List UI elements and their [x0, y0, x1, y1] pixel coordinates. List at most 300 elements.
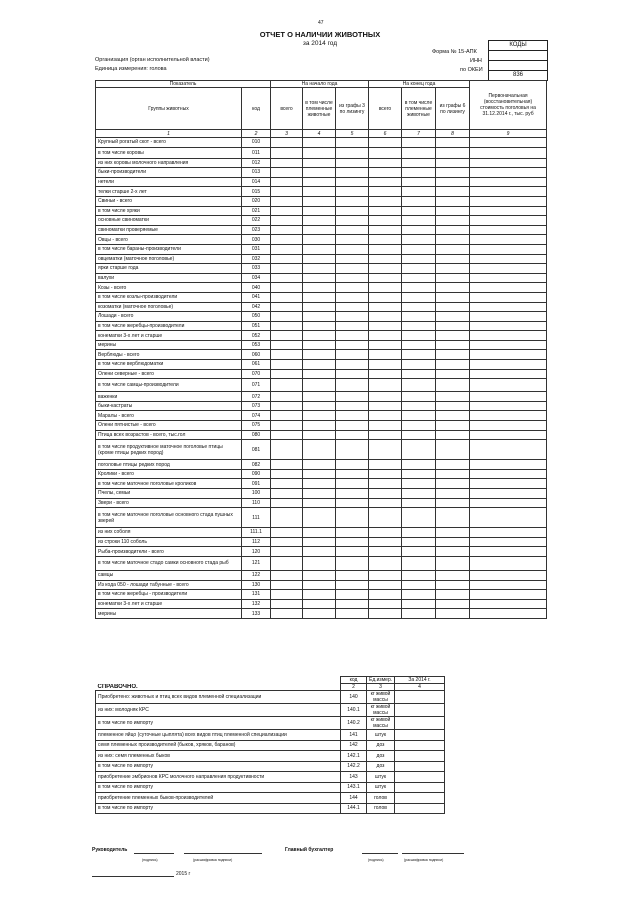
value-cell[interactable]	[470, 421, 547, 431]
value-cell[interactable]	[470, 401, 547, 411]
value-cell[interactable]	[436, 158, 470, 168]
value-cell[interactable]	[470, 147, 547, 158]
value-cell[interactable]	[369, 302, 402, 312]
value-cell[interactable]	[303, 392, 336, 402]
value-cell[interactable]	[470, 321, 547, 331]
value-cell[interactable]	[436, 196, 470, 206]
value-cell[interactable]	[402, 216, 436, 226]
value-cell[interactable]	[369, 469, 402, 479]
value-cell[interactable]	[436, 312, 470, 322]
value-cell[interactable]	[470, 590, 547, 600]
value-cell[interactable]	[271, 360, 303, 370]
value-cell[interactable]	[369, 460, 402, 470]
value-cell[interactable]	[436, 580, 470, 590]
value-cell[interactable]	[436, 440, 470, 460]
value-cell[interactable]	[303, 350, 336, 360]
value-cell[interactable]	[470, 460, 547, 470]
value-cell[interactable]	[436, 283, 470, 293]
value-cell[interactable]	[369, 340, 402, 350]
value-cell[interactable]	[369, 235, 402, 245]
value-cell[interactable]	[402, 599, 436, 609]
value-cell[interactable]	[402, 138, 436, 148]
value-cell[interactable]	[303, 331, 336, 341]
value-cell[interactable]	[271, 196, 303, 206]
reference-value-cell[interactable]	[395, 782, 445, 793]
value-cell[interactable]	[336, 254, 369, 264]
value-cell[interactable]	[470, 508, 547, 528]
value-cell[interactable]	[402, 273, 436, 283]
value-cell[interactable]	[369, 138, 402, 148]
value-cell[interactable]	[303, 360, 336, 370]
value-cell[interactable]	[271, 570, 303, 580]
value-cell[interactable]	[402, 168, 436, 178]
value-cell[interactable]	[303, 421, 336, 431]
reference-value-cell[interactable]	[395, 740, 445, 751]
reference-value-cell[interactable]	[395, 691, 445, 704]
value-cell[interactable]	[303, 498, 336, 508]
value-cell[interactable]	[336, 609, 369, 619]
value-cell[interactable]	[303, 216, 336, 226]
reference-value-cell[interactable]	[395, 803, 445, 814]
value-cell[interactable]	[402, 187, 436, 197]
value-cell[interactable]	[402, 292, 436, 302]
reference-value-cell[interactable]	[395, 761, 445, 772]
value-cell[interactable]	[336, 264, 369, 274]
value-cell[interactable]	[271, 430, 303, 440]
value-cell[interactable]	[470, 537, 547, 547]
value-cell[interactable]	[303, 469, 336, 479]
value-cell[interactable]	[436, 392, 470, 402]
value-cell[interactable]	[402, 498, 436, 508]
value-cell[interactable]	[470, 206, 547, 216]
value-cell[interactable]	[271, 498, 303, 508]
value-cell[interactable]	[271, 469, 303, 479]
value-cell[interactable]	[402, 440, 436, 460]
value-cell[interactable]	[369, 168, 402, 178]
value-cell[interactable]	[470, 235, 547, 245]
value-cell[interactable]	[470, 440, 547, 460]
value-cell[interactable]	[402, 254, 436, 264]
value-cell[interactable]	[336, 489, 369, 499]
value-cell[interactable]	[336, 138, 369, 148]
value-cell[interactable]	[436, 556, 470, 570]
value-cell[interactable]	[470, 580, 547, 590]
value-cell[interactable]	[336, 206, 369, 216]
value-cell[interactable]	[369, 392, 402, 402]
value-cell[interactable]	[369, 430, 402, 440]
reference-value-cell[interactable]	[395, 704, 445, 717]
value-cell[interactable]	[303, 556, 336, 570]
value-cell[interactable]	[470, 225, 547, 235]
value-cell[interactable]	[402, 430, 436, 440]
value-cell[interactable]	[436, 537, 470, 547]
value-cell[interactable]	[271, 244, 303, 254]
value-cell[interactable]	[303, 508, 336, 528]
value-cell[interactable]	[402, 206, 436, 216]
value-cell[interactable]	[336, 537, 369, 547]
value-cell[interactable]	[336, 187, 369, 197]
value-cell[interactable]	[271, 599, 303, 609]
value-cell[interactable]	[271, 187, 303, 197]
value-cell[interactable]	[470, 360, 547, 370]
value-cell[interactable]	[336, 570, 369, 580]
value-cell[interactable]	[271, 321, 303, 331]
value-cell[interactable]	[336, 556, 369, 570]
value-cell[interactable]	[470, 489, 547, 499]
value-cell[interactable]	[336, 379, 369, 392]
value-cell[interactable]	[336, 401, 369, 411]
value-cell[interactable]	[303, 528, 336, 538]
value-cell[interactable]	[436, 609, 470, 619]
value-cell[interactable]	[402, 283, 436, 293]
value-cell[interactable]	[303, 138, 336, 148]
value-cell[interactable]	[336, 158, 369, 168]
value-cell[interactable]	[402, 147, 436, 158]
value-cell[interactable]	[369, 580, 402, 590]
value-cell[interactable]	[271, 283, 303, 293]
value-cell[interactable]	[436, 206, 470, 216]
value-cell[interactable]	[303, 187, 336, 197]
value-cell[interactable]	[470, 411, 547, 421]
value-cell[interactable]	[271, 489, 303, 499]
value-cell[interactable]	[271, 302, 303, 312]
value-cell[interactable]	[303, 235, 336, 245]
value-cell[interactable]	[336, 147, 369, 158]
value-cell[interactable]	[436, 331, 470, 341]
value-cell[interactable]	[369, 206, 402, 216]
value-cell[interactable]	[369, 264, 402, 274]
value-cell[interactable]	[436, 254, 470, 264]
value-cell[interactable]	[436, 570, 470, 580]
value-cell[interactable]	[271, 264, 303, 274]
value-cell[interactable]	[271, 421, 303, 431]
value-cell[interactable]	[303, 489, 336, 499]
value-cell[interactable]	[402, 302, 436, 312]
value-cell[interactable]	[436, 138, 470, 148]
value-cell[interactable]	[336, 235, 369, 245]
value-cell[interactable]	[470, 254, 547, 264]
value-cell[interactable]	[436, 489, 470, 499]
value-cell[interactable]	[402, 225, 436, 235]
value-cell[interactable]	[436, 528, 470, 538]
value-cell[interactable]	[470, 392, 547, 402]
value-cell[interactable]	[402, 196, 436, 206]
value-cell[interactable]	[369, 292, 402, 302]
value-cell[interactable]	[369, 187, 402, 197]
value-cell[interactable]	[436, 498, 470, 508]
value-cell[interactable]	[336, 479, 369, 489]
value-cell[interactable]	[470, 528, 547, 538]
value-cell[interactable]	[402, 460, 436, 470]
value-cell[interactable]	[470, 177, 547, 187]
value-cell[interactable]	[470, 469, 547, 479]
value-cell[interactable]	[303, 609, 336, 619]
value-cell[interactable]	[336, 469, 369, 479]
value-cell[interactable]	[369, 369, 402, 379]
value-cell[interactable]	[271, 225, 303, 235]
value-cell[interactable]	[303, 283, 336, 293]
value-cell[interactable]	[402, 360, 436, 370]
value-cell[interactable]	[303, 401, 336, 411]
value-cell[interactable]	[436, 369, 470, 379]
value-cell[interactable]	[271, 216, 303, 226]
value-cell[interactable]	[470, 138, 547, 148]
value-cell[interactable]	[271, 556, 303, 570]
value-cell[interactable]	[369, 196, 402, 206]
value-cell[interactable]	[436, 350, 470, 360]
value-cell[interactable]	[271, 331, 303, 341]
value-cell[interactable]	[470, 196, 547, 206]
value-cell[interactable]	[271, 580, 303, 590]
value-cell[interactable]	[402, 537, 436, 547]
value-cell[interactable]	[336, 216, 369, 226]
value-cell[interactable]	[369, 147, 402, 158]
reference-value-cell[interactable]	[395, 730, 445, 741]
value-cell[interactable]	[470, 187, 547, 197]
value-cell[interactable]	[271, 235, 303, 245]
value-cell[interactable]	[336, 440, 369, 460]
value-cell[interactable]	[271, 440, 303, 460]
value-cell[interactable]	[436, 421, 470, 431]
value-cell[interactable]	[271, 537, 303, 547]
value-cell[interactable]	[402, 350, 436, 360]
value-cell[interactable]	[436, 321, 470, 331]
value-cell[interactable]	[369, 216, 402, 226]
value-cell[interactable]	[369, 273, 402, 283]
value-cell[interactable]	[402, 312, 436, 322]
value-cell[interactable]	[369, 350, 402, 360]
value-cell[interactable]	[470, 369, 547, 379]
value-cell[interactable]	[402, 479, 436, 489]
value-cell[interactable]	[271, 158, 303, 168]
value-cell[interactable]	[436, 430, 470, 440]
value-cell[interactable]	[369, 479, 402, 489]
value-cell[interactable]	[369, 547, 402, 557]
value-cell[interactable]	[436, 411, 470, 421]
value-cell[interactable]	[470, 609, 547, 619]
value-cell[interactable]	[303, 168, 336, 178]
value-cell[interactable]	[436, 599, 470, 609]
value-cell[interactable]	[436, 469, 470, 479]
value-cell[interactable]	[271, 411, 303, 421]
value-cell[interactable]	[336, 244, 369, 254]
value-cell[interactable]	[436, 264, 470, 274]
value-cell[interactable]	[303, 177, 336, 187]
value-cell[interactable]	[436, 216, 470, 226]
value-cell[interactable]	[303, 590, 336, 600]
value-cell[interactable]	[369, 508, 402, 528]
value-cell[interactable]	[303, 369, 336, 379]
value-cell[interactable]	[402, 158, 436, 168]
value-cell[interactable]	[303, 264, 336, 274]
value-cell[interactable]	[402, 392, 436, 402]
value-cell[interactable]	[470, 379, 547, 392]
value-cell[interactable]	[303, 411, 336, 421]
value-cell[interactable]	[470, 556, 547, 570]
value-cell[interactable]	[369, 158, 402, 168]
value-cell[interactable]	[470, 331, 547, 341]
value-cell[interactable]	[336, 283, 369, 293]
value-cell[interactable]	[303, 340, 336, 350]
value-cell[interactable]	[271, 273, 303, 283]
value-cell[interactable]	[271, 147, 303, 158]
value-cell[interactable]	[436, 187, 470, 197]
value-cell[interactable]	[336, 508, 369, 528]
value-cell[interactable]	[470, 430, 547, 440]
value-cell[interactable]	[336, 430, 369, 440]
value-cell[interactable]	[402, 235, 436, 245]
value-cell[interactable]	[402, 421, 436, 431]
value-cell[interactable]	[470, 216, 547, 226]
value-cell[interactable]	[336, 273, 369, 283]
value-cell[interactable]	[336, 360, 369, 370]
value-cell[interactable]	[336, 421, 369, 431]
value-cell[interactable]	[436, 292, 470, 302]
value-cell[interactable]	[303, 158, 336, 168]
value-cell[interactable]	[470, 302, 547, 312]
value-cell[interactable]	[303, 321, 336, 331]
value-cell[interactable]	[303, 225, 336, 235]
value-cell[interactable]	[303, 430, 336, 440]
value-cell[interactable]	[336, 196, 369, 206]
value-cell[interactable]	[369, 331, 402, 341]
value-cell[interactable]	[271, 479, 303, 489]
value-cell[interactable]	[336, 547, 369, 557]
value-cell[interactable]	[336, 331, 369, 341]
value-cell[interactable]	[470, 570, 547, 580]
value-cell[interactable]	[271, 292, 303, 302]
value-cell[interactable]	[402, 244, 436, 254]
value-cell[interactable]	[271, 508, 303, 528]
value-cell[interactable]	[336, 460, 369, 470]
value-cell[interactable]	[402, 609, 436, 619]
value-cell[interactable]	[271, 547, 303, 557]
value-cell[interactable]	[336, 528, 369, 538]
value-cell[interactable]	[303, 312, 336, 322]
value-cell[interactable]	[402, 570, 436, 580]
value-cell[interactable]	[436, 479, 470, 489]
value-cell[interactable]	[436, 168, 470, 178]
value-cell[interactable]	[369, 590, 402, 600]
value-cell[interactable]	[436, 235, 470, 245]
value-cell[interactable]	[336, 580, 369, 590]
value-cell[interactable]	[436, 360, 470, 370]
value-cell[interactable]	[402, 401, 436, 411]
value-cell[interactable]	[402, 489, 436, 499]
reference-value-cell[interactable]	[395, 751, 445, 762]
reference-value-cell[interactable]	[395, 793, 445, 804]
value-cell[interactable]	[369, 489, 402, 499]
value-cell[interactable]	[369, 225, 402, 235]
value-cell[interactable]	[369, 379, 402, 392]
value-cell[interactable]	[369, 411, 402, 421]
value-cell[interactable]	[303, 537, 336, 547]
value-cell[interactable]	[470, 273, 547, 283]
value-cell[interactable]	[470, 158, 547, 168]
value-cell[interactable]	[271, 177, 303, 187]
value-cell[interactable]	[402, 590, 436, 600]
value-cell[interactable]	[402, 340, 436, 350]
value-cell[interactable]	[436, 590, 470, 600]
value-cell[interactable]	[336, 369, 369, 379]
value-cell[interactable]	[303, 440, 336, 460]
value-cell[interactable]	[436, 244, 470, 254]
value-cell[interactable]	[369, 609, 402, 619]
value-cell[interactable]	[436, 508, 470, 528]
value-cell[interactable]	[402, 528, 436, 538]
value-cell[interactable]	[470, 283, 547, 293]
value-cell[interactable]	[369, 321, 402, 331]
value-cell[interactable]	[470, 498, 547, 508]
value-cell[interactable]	[271, 392, 303, 402]
value-cell[interactable]	[402, 411, 436, 421]
value-cell[interactable]	[402, 321, 436, 331]
value-cell[interactable]	[336, 302, 369, 312]
value-cell[interactable]	[436, 273, 470, 283]
value-cell[interactable]	[436, 340, 470, 350]
value-cell[interactable]	[271, 401, 303, 411]
value-cell[interactable]	[271, 138, 303, 148]
value-cell[interactable]	[369, 537, 402, 547]
value-cell[interactable]	[436, 379, 470, 392]
value-cell[interactable]	[402, 369, 436, 379]
value-cell[interactable]	[436, 547, 470, 557]
value-cell[interactable]	[303, 479, 336, 489]
value-cell[interactable]	[271, 206, 303, 216]
value-cell[interactable]	[303, 379, 336, 392]
value-cell[interactable]	[336, 350, 369, 360]
value-cell[interactable]	[470, 312, 547, 322]
value-cell[interactable]	[336, 177, 369, 187]
value-cell[interactable]	[369, 440, 402, 460]
value-cell[interactable]	[470, 599, 547, 609]
value-cell[interactable]	[271, 350, 303, 360]
value-cell[interactable]	[369, 421, 402, 431]
value-cell[interactable]	[436, 225, 470, 235]
value-cell[interactable]	[303, 460, 336, 470]
value-cell[interactable]	[470, 547, 547, 557]
value-cell[interactable]	[470, 350, 547, 360]
value-cell[interactable]	[402, 469, 436, 479]
value-cell[interactable]	[336, 312, 369, 322]
value-cell[interactable]	[436, 147, 470, 158]
value-cell[interactable]	[336, 225, 369, 235]
value-cell[interactable]	[402, 264, 436, 274]
value-cell[interactable]	[336, 590, 369, 600]
value-cell[interactable]	[303, 292, 336, 302]
value-cell[interactable]	[402, 580, 436, 590]
value-cell[interactable]	[436, 460, 470, 470]
value-cell[interactable]	[402, 331, 436, 341]
value-cell[interactable]	[369, 177, 402, 187]
value-cell[interactable]	[336, 321, 369, 331]
value-cell[interactable]	[303, 244, 336, 254]
value-cell[interactable]	[402, 556, 436, 570]
value-cell[interactable]	[303, 580, 336, 590]
value-cell[interactable]	[470, 168, 547, 178]
value-cell[interactable]	[303, 206, 336, 216]
reference-value-cell[interactable]	[395, 717, 445, 730]
value-cell[interactable]	[402, 177, 436, 187]
value-cell[interactable]	[303, 254, 336, 264]
value-cell[interactable]	[336, 599, 369, 609]
value-cell[interactable]	[336, 392, 369, 402]
value-cell[interactable]	[369, 599, 402, 609]
value-cell[interactable]	[271, 460, 303, 470]
value-cell[interactable]	[271, 312, 303, 322]
value-cell[interactable]	[369, 312, 402, 322]
value-cell[interactable]	[271, 369, 303, 379]
